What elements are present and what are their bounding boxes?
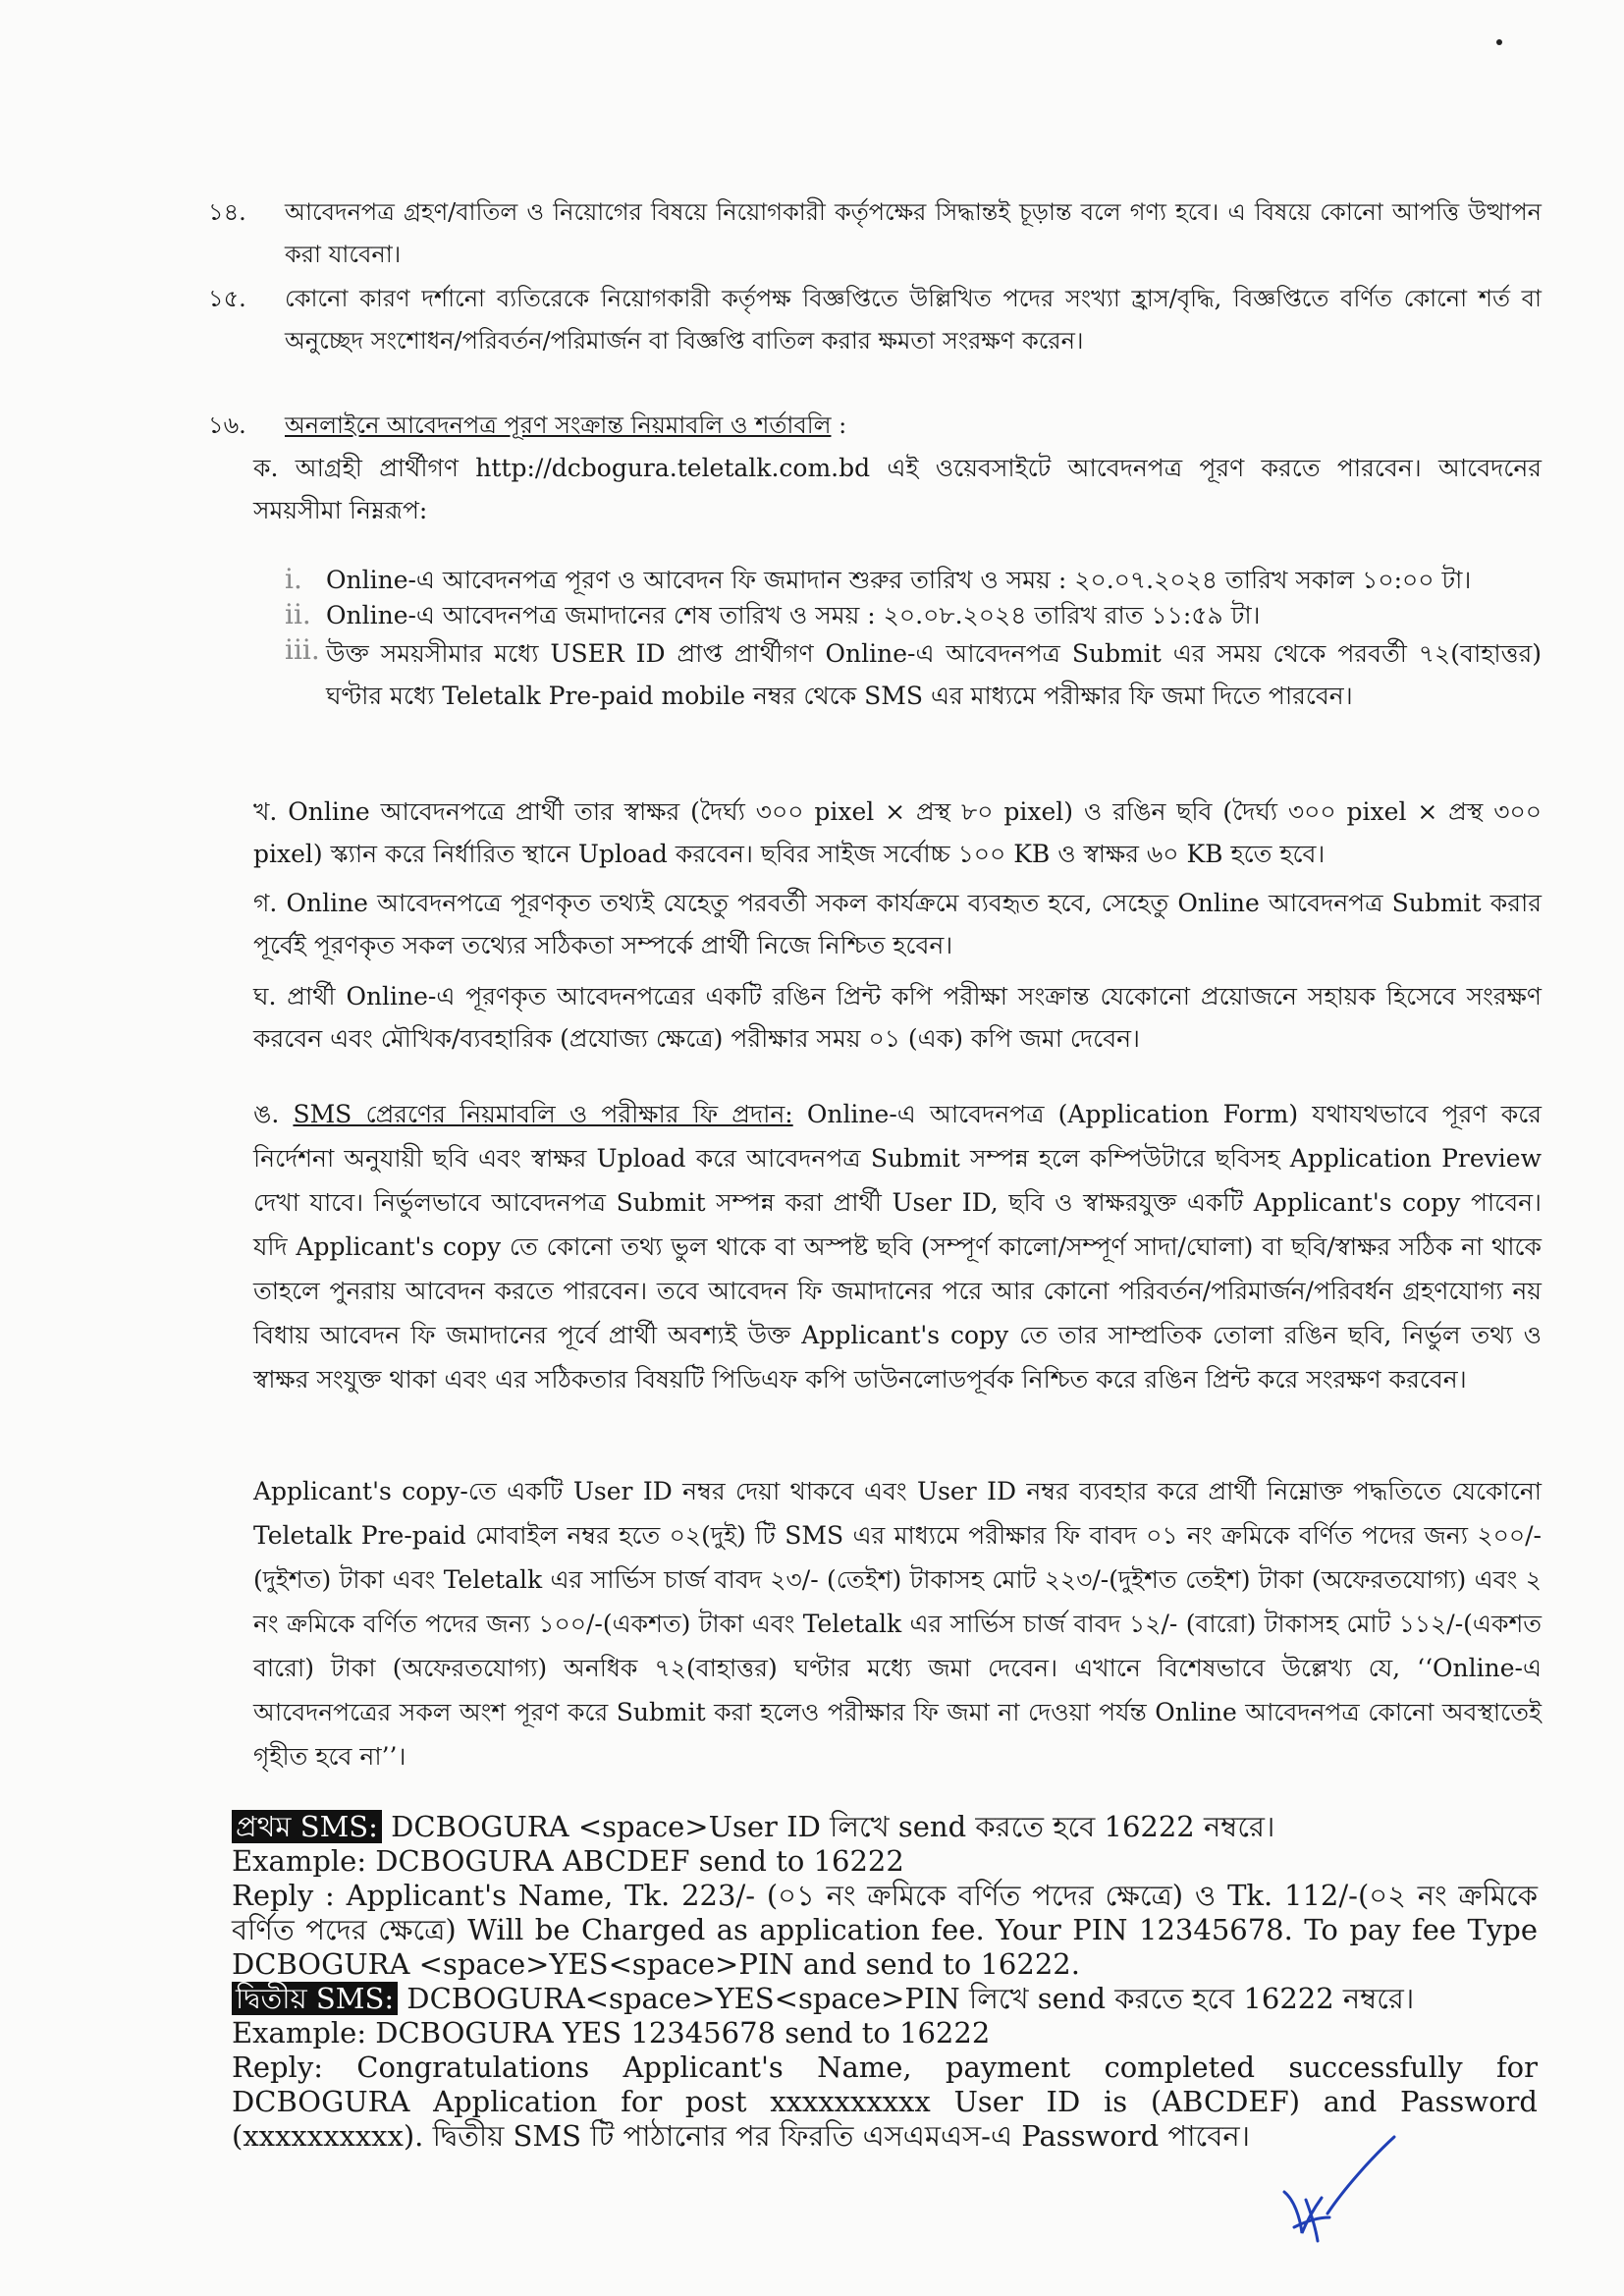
section-heading: অনলাইনে আবেদনপত্র পূরণ সংক্রান্ত নিয়মাবলি ও শর্তাবলি — [285, 411, 832, 439]
roman-item: ii. Online-এ আবেদনপত্র জমাদানের শেষ তারিখ ও সময় : ২০.০৮.২০২৪ তারিখ রাত ১১:৫৯ টা। — [285, 598, 1261, 630]
sms2-example: Example: DCBOGURA YES 12345678 send to 16222 — [232, 2016, 991, 2050]
clause-15: কোনো কারণ দর্শানো ব্যতিরেকে নিয়োগকারী কর্তৃপক্ষ বিজ্ঞপ্তিতে উল্লিখিত পদের সংখ্যা হ্রাস/বৃদ্ধি, বিজ্ঞপ্তিতে বর্ণিত কোনো শর্ত বা অনুচ্ছেদ সংশোধন/পরিবর্তন/পরিমার্জন বা বিজ্ঞপ্তি বাতিল করার ক্ষমতা সংরক্ষণ করেন। — [285, 285, 1542, 355]
item-number: ১৪. — [208, 198, 246, 226]
sms1-reply: Reply : Applicant's Name, Tk. 223/- (০১ নং ক্রমিকে বর্ণিত পদের ক্ষেত্রে) ও Tk. 112/-(০২ নং ক্রমিকে বর্ণিত পদের ক্ষেত্রে) Will be Charged as application fee. Your PIN 12345678. To pay fee Type DCBOGURA <space>YES<space>PIN and send to 16222. — [232, 1879, 1538, 1981]
sms1-tag: প্রথম SMS: — [232, 1810, 382, 1843]
roman-list — [285, 562, 1542, 717]
sms-section-heading: SMS প্রেরণের নিয়মাবলি ও পরীক্ষার ফি প্রদান: — [293, 1100, 793, 1128]
sms-instructions — [232, 1810, 1538, 2154]
speck — [1496, 39, 1502, 45]
clause-16-heading: অনলাইনে আবেদনপত্র পূরণ সংক্রান্ত নিয়মাবলি ও শর্তাবলি : — [285, 411, 847, 439]
signature-mark — [1272, 2135, 1410, 2253]
item-number: ১৬. — [208, 411, 246, 439]
sms1-example: Example: DCBOGURA ABCDEF send to 16222 — [232, 1844, 904, 1878]
roman-item: iii. উক্ত সময়সীমার মধ্যে USER ID প্রাপ্ত প্রার্থীগণ Online-এ আবেদনপত্র Submit এর সময় থেকে পরবর্তী ৭২(বাহাত্তর) ঘণ্টার মধ্যে Teletalk Pre-paid mobile নম্বর থেকে SMS এর মাধ্যমে পরীক্ষার ফি জমা দিতে পারবেন। — [285, 633, 1542, 710]
sms2-reply: Reply: Congratulations Applicant's Name, payment completed successfully for DCBOGURA Application for post xxxxxxxxxx User ID is (ABCDEF) and Password (xxxxxxxxxx). দ্বিতীয় SMS টি পাঠানোর পর ফিরতি এসএমএস-এ Password পাবেন। — [232, 2050, 1538, 2153]
sms2-tag: দ্বিতীয় SMS: — [232, 1982, 398, 2015]
fee-paragraph: Applicant's copy-তে একটি User ID নম্বর দেয়া থাকবে এবং User ID নম্বর ব্যবহার করে প্রার্থী নিম্নোক্ত পদ্ধতিতে যেকোনো Teletalk Pre-paid মোবাইল নম্বর হতে ০২(দুই) টি SMS এর মাধ্যমে পরীক্ষার ফি বাবদ ০১ নং ক্রমিকে বর্ণিত পদের জন্য ২০০/-(দুইশত) টাকা এবং Teletalk এর সার্ভিস চার্জ বাবদ ২৩/- (তেইশ) টাকাসহ মোট ২২৩/-(দুইশত তেইশ) টাকা (অফেরতযোগ্য) এবং ২ নং ক্রমিকে বর্ণিত পদের জন্য ১০০/-(একশত) টাকা এবং Teletalk এর সার্ভিস চার্জ বাবদ ১২/- (বারো) টাকাসহ মোট ১১২/-(একশত বারো) টাকা (অফেরতযোগ্য) অনধিক ৭২(বাহাত্তর) ঘণ্টার মধ্যে জমা দেবেন। এখানে বিশেষভাবে উল্লেখ্য যে, ‘‘Online-এ আবেদনপত্রের সকল অংশ পূরণ করে Submit করা হলেও পরীক্ষার ফি জমা না দেওয়া পর্যন্ত Online আবেদনপত্র কোনো অবস্থাতেই গৃহীত হবে না’’। — [253, 1477, 1542, 1771]
sms1-line: প্রথম SMS: DCBOGURA <space>User ID লিখে send করতে হবে 16222 নম্বরে। — [232, 1810, 1538, 1844]
clause-ga: গ. Online আবেদনপত্রে পূরণকৃত তথ্যই যেহেতু পরবর্তী সকল কার্যক্রমে ব্যবহৃত হবে, সেহেতু Online আবেদনপত্র Submit করার পূর্বেই পূরণকৃত সকল তথ্যের সঠিকতা সম্পর্কে প্রার্থী নিজে নিশ্চিত হবেন। — [253, 889, 1542, 959]
clause-ka: ক. আগ্রহী প্রার্থীগণ http://dcbogura.teletalk.com.bd এই ওয়েবসাইটে আবেদনপত্র পূরণ করতে পারবেন। আবেদনের সময়সীমা নিম্নরূপ: — [253, 454, 1542, 524]
clause-14: আবেদনপত্র গ্রহণ/বাতিল ও নিয়োগের বিষয়ে নিয়োগকারী কর্তৃপক্ষের সিদ্ধান্তই চূড়ান্ত বলে গণ্য হবে। এ বিষয়ে কোনো আপত্তি উত্থাপন করা যাবেনা। — [285, 198, 1542, 268]
roman-item: i. Online-এ আবেদনপত্র পূরণ ও আবেদন ফি জমাদান শুরুর তারিখ ও সময় : ২০.০৭.২০২৪ তারিখ সকাল ১০:০০ টা। — [285, 563, 1472, 595]
clause-uma: ঙ. SMS প্রেরণের নিয়মাবলি ও পরীক্ষার ফি প্রদান: Online-এ আবেদনপত্র (Application Form) যথাযথভাবে পূরণ করে নির্দেশনা অনুযায়ী ছবি এবং স্বাক্ষর Upload করে আবেদনপত্র Submit সম্পন্ন হলে কম্পিউটারে ছবিসহ Application Preview দেখা যাবে। নির্ভুলভাবে আবেদনপত্র Submit সম্পন্ন করা প্রার্থী User ID, ছবি ও স্বাক্ষরযুক্ত একটি Applicant's copy পাবেন। যদি Applicant's copy তে কোনো তথ্য ভুল থাকে বা অস্পষ্ট ছবি (সম্পূর্ণ কালো/সম্পূর্ণ সাদা/ঘোলা) বা ছবি/স্বাক্ষর সঠিক না থাকে তাহলে পুনরায় আবেদন করতে পারবেন। তবে আবেদন ফি জমাদানের পরে আর কোনো পরিবর্তন/পরিমার্জন/পরিবর্ধন গ্রহণযোগ্য নয় বিধায় আবেদন ফি জমাদানের পূর্বে প্রার্থী অবশ্যই উক্ত Applicant's copy তে তার সাম্প্রতিক তোলা রঙিন ছবি, নির্ভুল তথ্য ও স্বাক্ষর সংযুক্ত থাকা এবং এর সঠিকতার বিষয়টি পিডিএফ কপি ডাউনলোডপূর্বক নিশ্চিত করে রঙিন প্রিন্ট করে সংরক্ষণ করবেন। — [253, 1100, 1542, 1394]
sms2-line: দ্বিতীয় SMS: DCBOGURA<space>YES<space>PIN লিখে send করতে হবে 16222 নম্বরে। — [232, 1982, 1538, 2016]
item-number: ১৫. — [208, 285, 246, 312]
clause-kha: খ. Online আবেদনপত্রে প্রার্থী তার স্বাক্ষর (দৈর্ঘ্য ৩০০ pixel × প্রস্থ ৮০ pixel) ও রঙিন ছবি (দৈর্ঘ্য ৩০০ pixel × প্রস্থ ৩০০ pixel) স্ক্যান করে নির্ধারিত স্থানে Upload করবেন। ছবির সাইজ সর্বোচ্চ ১০০ KB ও স্বাক্ষর ৬০ KB হতে হবে। — [253, 797, 1542, 868]
clause-gha: ঘ. প্রার্থী Online-এ পূরণকৃত আবেদনপত্রের একটি রঙিন প্রিন্ট কপি পরীক্ষা সংক্রান্ত যেকোনো প্রয়োজনে সহায়ক হিসেবে সংরক্ষণ করবেন এবং মৌখিক/ব্যবহারিক (প্রযোজ্য ক্ষেত্রে) পরীক্ষার সময় ০১ (এক) কপি জমা দেবেন। — [253, 982, 1542, 1053]
